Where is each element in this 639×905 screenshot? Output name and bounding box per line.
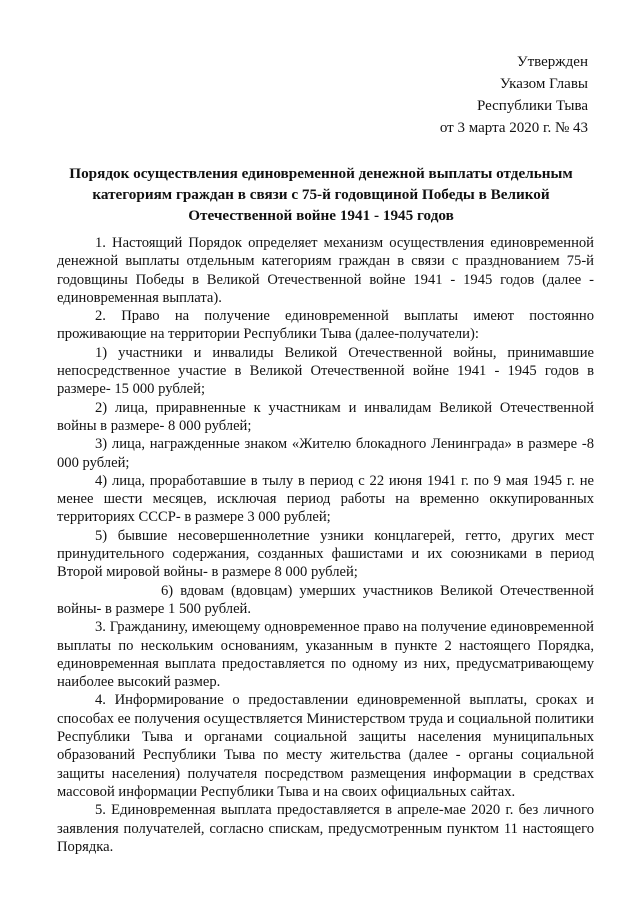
paragraph-2-item-1: 1) участники и инвалиды Великой Отечественной войны, принимавшие непосредственное участие в Великой Отечественной войне 1941 - 1945 годов в размере- 15 000 рублей; [57, 344, 594, 398]
paragraph-2-item-6: 6) вдовам (вдовцам) умерших участников Великой Отечественной войны- в размере 1 500 рублей. [57, 582, 594, 617]
paragraph-3: 3. Гражданину, имеющему одновременное право на получение единовременной выплаты по нескольким основаниям, указанным в пункте 2 настоящего Порядка, единовременная выплата предоставляется по одному из них, предусматривающему наиболее высокий размер. [57, 619, 594, 691]
approval-line-date: от 3 марта 2020 г. № 43 [439, 120, 588, 136]
paragraph-1: 1. Настоящий Порядок определяет механизм осуществления единовременной денежной выплаты отдельным категориям граждан в связи с празднованием 75-й годовщины Победы в Великой Отечественной войне 1941 - 1945 годов (далее - единовременная выплата). [57, 235, 594, 306]
paragraph-2-item-5: 5) бывшие несовершеннолетние узники концлагерей, гетто, других мест принудительного содержания, созданных фашистами и их союзниками в период Второй мировой войны- в размере 8 000 рублей; [57, 527, 594, 581]
approval-line-approved: Утвержден [516, 54, 588, 70]
title-line-3: Отечественной войне 1941 - 1945 годов [188, 207, 454, 224]
title-line-2: категориям граждан в связи с 75-й годовщиной Победы в Великой [92, 186, 550, 203]
approval-stamp [440, 51, 588, 139]
approval-line-decree: Указом Главы [499, 76, 588, 92]
document-body [57, 234, 594, 856]
title-line-1: Порядок осуществления единовременной денежной выплаты отдельным [69, 165, 573, 182]
paragraph-2: 2. Право на получение единовременной выплаты имеют постоянно проживающие на территории Республики Тыва (далее-получатели): [57, 308, 594, 343]
paragraph-2-item-3: 3) лица, награжденные знаком «Жителю блокадного Ленинграда» в размере -8 000 рублей; [57, 436, 594, 471]
approval-line-republic: Республики Тыва [476, 98, 588, 114]
paragraph-2-item-4: 4) лица, проработавшие в тылу в период с 22 июня 1941 г. по 9 мая 1945 г. не менее шести месяцев, исключая период работы на временно оккупированных территориях СССР- в размере 3 000 рублей; [57, 472, 594, 526]
paragraph-5: 5. Единовременная выплата предоставляется в апреле-мае 2020 г. без личного заявления получателей, согласно спискам, предусмотренным пунктом 11 настоящего Порядка. [57, 802, 594, 855]
paragraph-2-item-2: 2) лица, приравненные к участникам и инвалидам Великой Отечественной войны в размере- 8 000 рублей; [57, 399, 594, 434]
document-title [66, 163, 576, 226]
paragraph-4: 4. Информирование о предоставлении единовременной выплаты, сроках и способах ее получения осуществляется Министерством труда и социальной политики Республики Тыва и органами социальной защиты населения муниципальных образований Республики Тыва по месту жительства (далее - органы социальной защиты населения) получателя посредством размещения информации в средствах массовой информации Республики Тыва и на своих официальных сайтах. [57, 692, 594, 800]
